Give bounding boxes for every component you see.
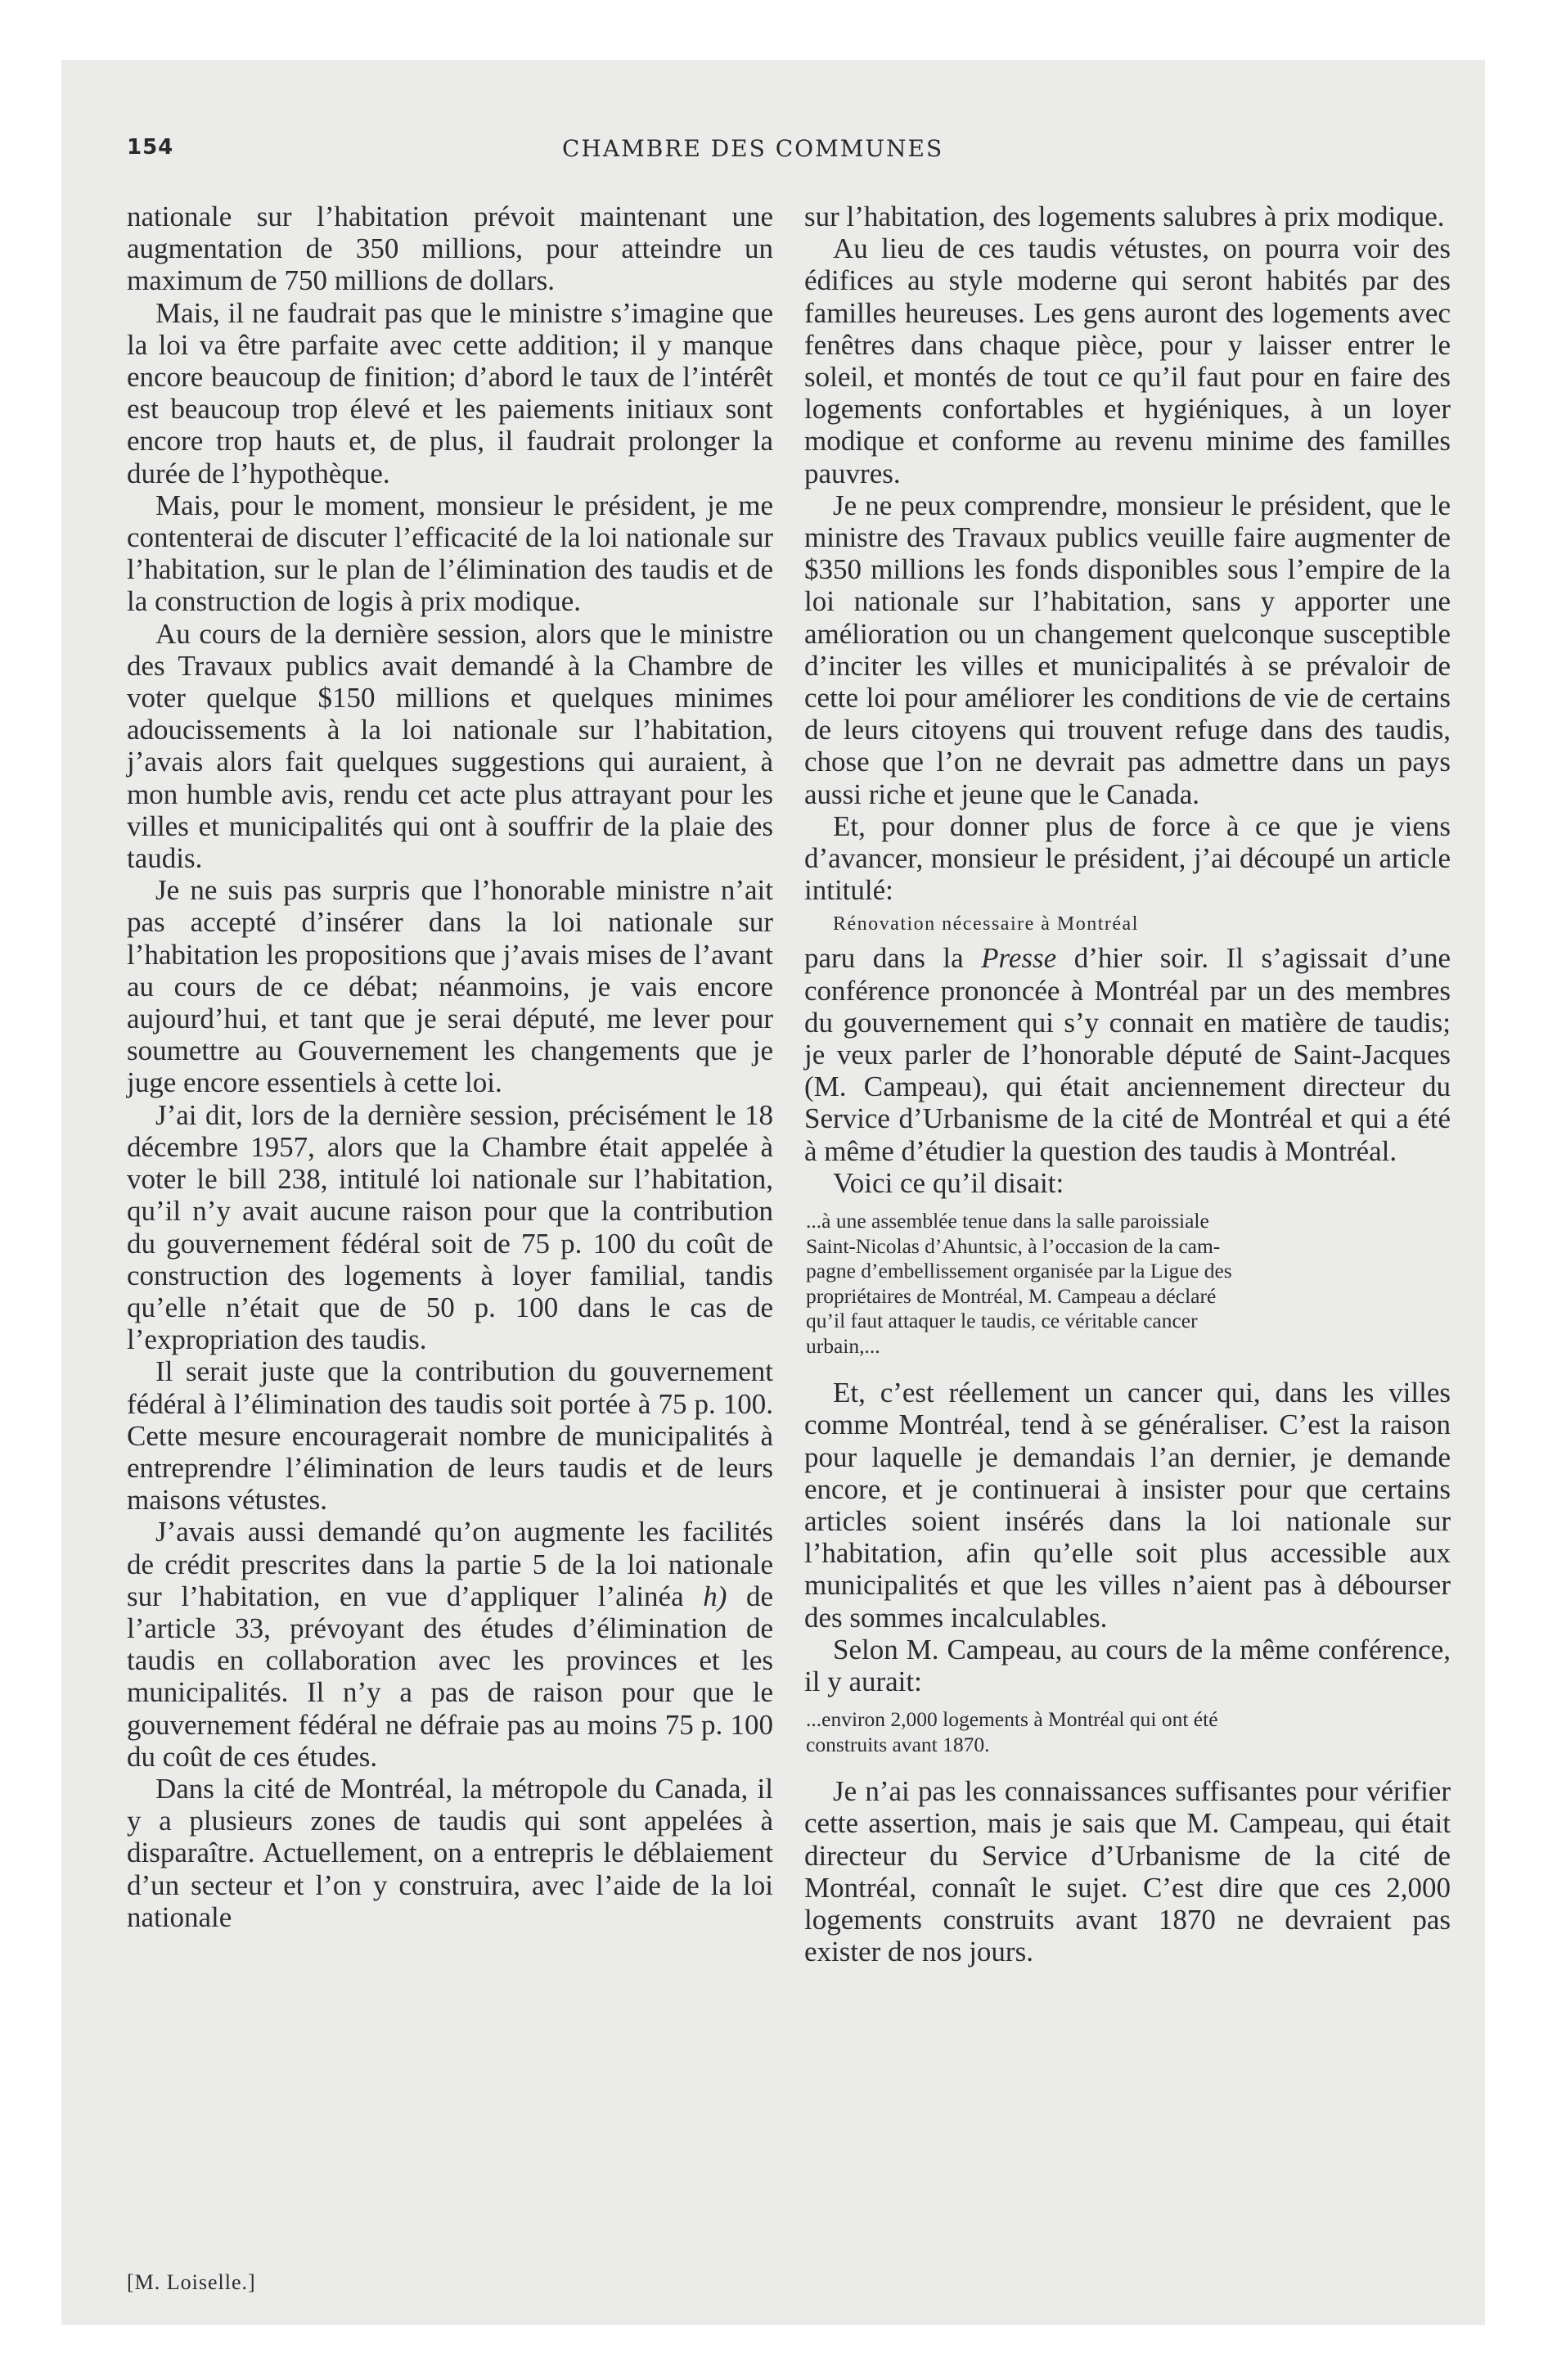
paragraph: Et, pour donner plus de force à ce que je viens d’avancer, monsieur le président, j’ai découpé un article intitulé: [804,809,1451,907]
text-run: J’avais aussi demandé qu’on augmente les facilités de crédit prescrites dans la partie 5 de la loi nationale sur l’habitation, en vue d’appliquer l’alinéa [127,1516,773,1612]
paragraph: Mais, il ne faudrait pas que le ministre s’imagine que la loi va être parfaite avec cette addition; il y manque encore beaucoup de finition; d’abord le taux de l’intérêt est beaucoup trop élevé et les paiements initiaux sont encore trop hauts et, de plus, il faudrait prolonger la durée de l’hypothèque. [127,296,773,489]
text-run: paru dans la [804,942,982,975]
newspaper-title: Presse [981,942,1057,975]
right-column [804,201,1451,1968]
block-quote [804,1209,1451,1359]
quote-line: construits avant 1870. [806,1732,990,1756]
italic-ref: h) [703,1580,727,1612]
paragraph: Je ne peux comprendre, monsieur le président, que le ministre des Travaux publics veuille faire augmenter de $350 millions les fonds disponibles sous l’empire de la loi nationale sur l’habitation, sans y apporter une amélioration ou un changement quelconque susceptible d’inciter les villes et municipalités à se prévaloir de cette loi pour améliorer les conditions de vie de certains de leurs citoyens qui trouvent refuge dans des taudis, chose que l’on ne devrait pas admettre dans un pays aussi riche et jeune que le Canada. [804,489,1451,810]
paragraph [127,1516,773,1773]
left-column [127,201,773,1933]
paragraph: Au lieu de ces taudis vétustes, on pourra voir des édifices au style moderne qui seront habités par des familles heureuses. Les gens auront des logements avec fenêtres dans chaque pièce, pour y laisser entrer le soleil, et montés de tout ce qu’il faut pour en faire des logements confortables et hygiéniques, à un loyer modique et conforme au revenu minime des familles pauvres. [804,232,1451,489]
text-run: de l’article 33, prévoyant des études d’élimination de taudis en collaboration avec les provinces et les municipalités. Il n’y a pas de raison pour que le gouvernement fédéral ne défraie pas au moins 75 p. 100 du coût de ces études. [127,1580,773,1773]
paragraph: Dans la cité de Montréal, la métropole du Canada, il y a plusieurs zones de taudis qui sont appelées à disparaître. Actuellement, on a entrepris le déblaiement d’un secteur et l’on y construira, avec l’aide de la loi nationale [127,1772,773,1933]
paragraph: Au cours de la dernière session, alors que le ministre des Travaux publics avait demandé à la Chambre de voter quelque $150 millions et quelques minimes adoucissements à la loi nationale sur l’habitation, j’avais alors fait quelques suggestions qui auraient, à mon humble avis, rendu cet acte plus attrayant pour les villes et municipalités qui ont à souffrir de la plaie des taudis. [127,617,773,875]
paragraph: J’ai dit, lors de la dernière session, précisément le 18 décembre 1957, alors que la Chambre était appelée à voter le bill 238, intitulé loi nationale sur l’habitation, qu’il n’y avait aucune raison pour que la contribution du gouvernement fédéral soit de 75 p. 100 du coût de construction des logements à loyer familial, tandis qu’elle n’était que de 50 p. 100 dans le cas de l’expropriation des taudis. [127,1098,773,1356]
page-header [127,135,1415,171]
paragraph: Selon M. Campeau, au cours de la même conférence, il y aurait: [804,1633,1451,1697]
paragraph: sur l’habitation, des logements salubres à prix modique. [804,201,1445,232]
page-number: 154 [127,135,174,160]
running-head: CHAMBRE DES COMMUNES [562,135,944,162]
quote-line: pagne d’embellissement organisée par la Ligue des [806,1259,1232,1283]
article-heading: Rénovation nécessaire à Montréal [833,913,1139,935]
block-quote [804,1707,1451,1757]
paragraph: Je n’ai pas les connaissances suffisantes pour vérifier cette assertion, mais je sais que M. Campeau, qui était directeur du Service d’Urbanisme de la cité de Montréal, connaît le sujet. C’est dire que ces 2,000 logements construits avant 1870 ne devraient pas exister de nos jours. [804,1775,1451,1968]
paragraph: Je ne suis pas surpris que l’honorable ministre n’ait pas accepté d’insérer dans la loi nationale sur l’habitation les propositions que j’avais mises de l’avant au cours de ce débat; néanmoins, je vais encore aujourd’hui, et tant que je serai député, me lever pour soumettre au Gouvernement les changements que je juge encore essentiels à cette loi. [127,874,773,1099]
quote-line: urbain,... [806,1333,880,1358]
paragraph: Voici ce qu’il disait: [833,1166,1064,1199]
speaker-attribution: [M. Loiselle.] [127,2270,256,2294]
text-run: d’hier soir. Il s’agissait d’une conférence prononcée à Montréal par un des membres du gouvernement qui s’y connait en matière de taudis; je veux parler de l’honorable député de Saint-Jacques (M. Campeau), qui était anciennement directeur du Service d’Urbanisme de la cité de Montréal et qui a été à même d’étudier la question des taudis à Montréal. [804,942,1451,1167]
paragraph: Mais, pour le moment, monsieur le président, je me contenterai de discuter l’efficacité de la loi nationale sur l’habitation, sur le plan de l’élimination des taudis et de la construction de logis à prix modique. [127,489,773,618]
quote-line: Saint-Nicolas d’Ahuntsic, à l’occasion de la cam- [806,1233,1221,1258]
quote-line: ...environ 2,000 logements à Montréal qui ont été [806,1707,1218,1732]
paragraph [804,942,1451,1166]
paragraph: Il serait juste que la contribution du gouvernement fédéral à l’élimination des taudis soit portée à 75 p. 100. Cette mesure encouragerait nombre de municipalités à entreprendre l’élimination de leurs taudis et de leurs maisons vétustes. [127,1355,773,1517]
quote-line: propriétaires de Montréal, M. Campeau a déclaré [806,1283,1217,1308]
paragraph: nationale sur l’habitation prévoit maintenant une augmentation de 350 millions, pour atteindre un maximum de 750 millions de dollars. [127,201,773,297]
quote-line: ...à une assemblée tenue dans la salle paroissiale [806,1209,1209,1233]
paragraph: Et, c’est réellement un cancer qui, dans les villes comme Montréal, tend à se généraliser. C’est la raison pour laquelle je demandais l’an dernier, je demande encore, et je continuerai à insister pour que certains articles soient insérés dans la loi nationale sur l’habitation, afin qu’elle soit plus accessible aux municipalités et que les villes n’aient pas à débourser des sommes incalculables. [804,1377,1451,1634]
quote-line: qu’il faut attaquer le taudis, ce véritable cancer [806,1309,1198,1333]
